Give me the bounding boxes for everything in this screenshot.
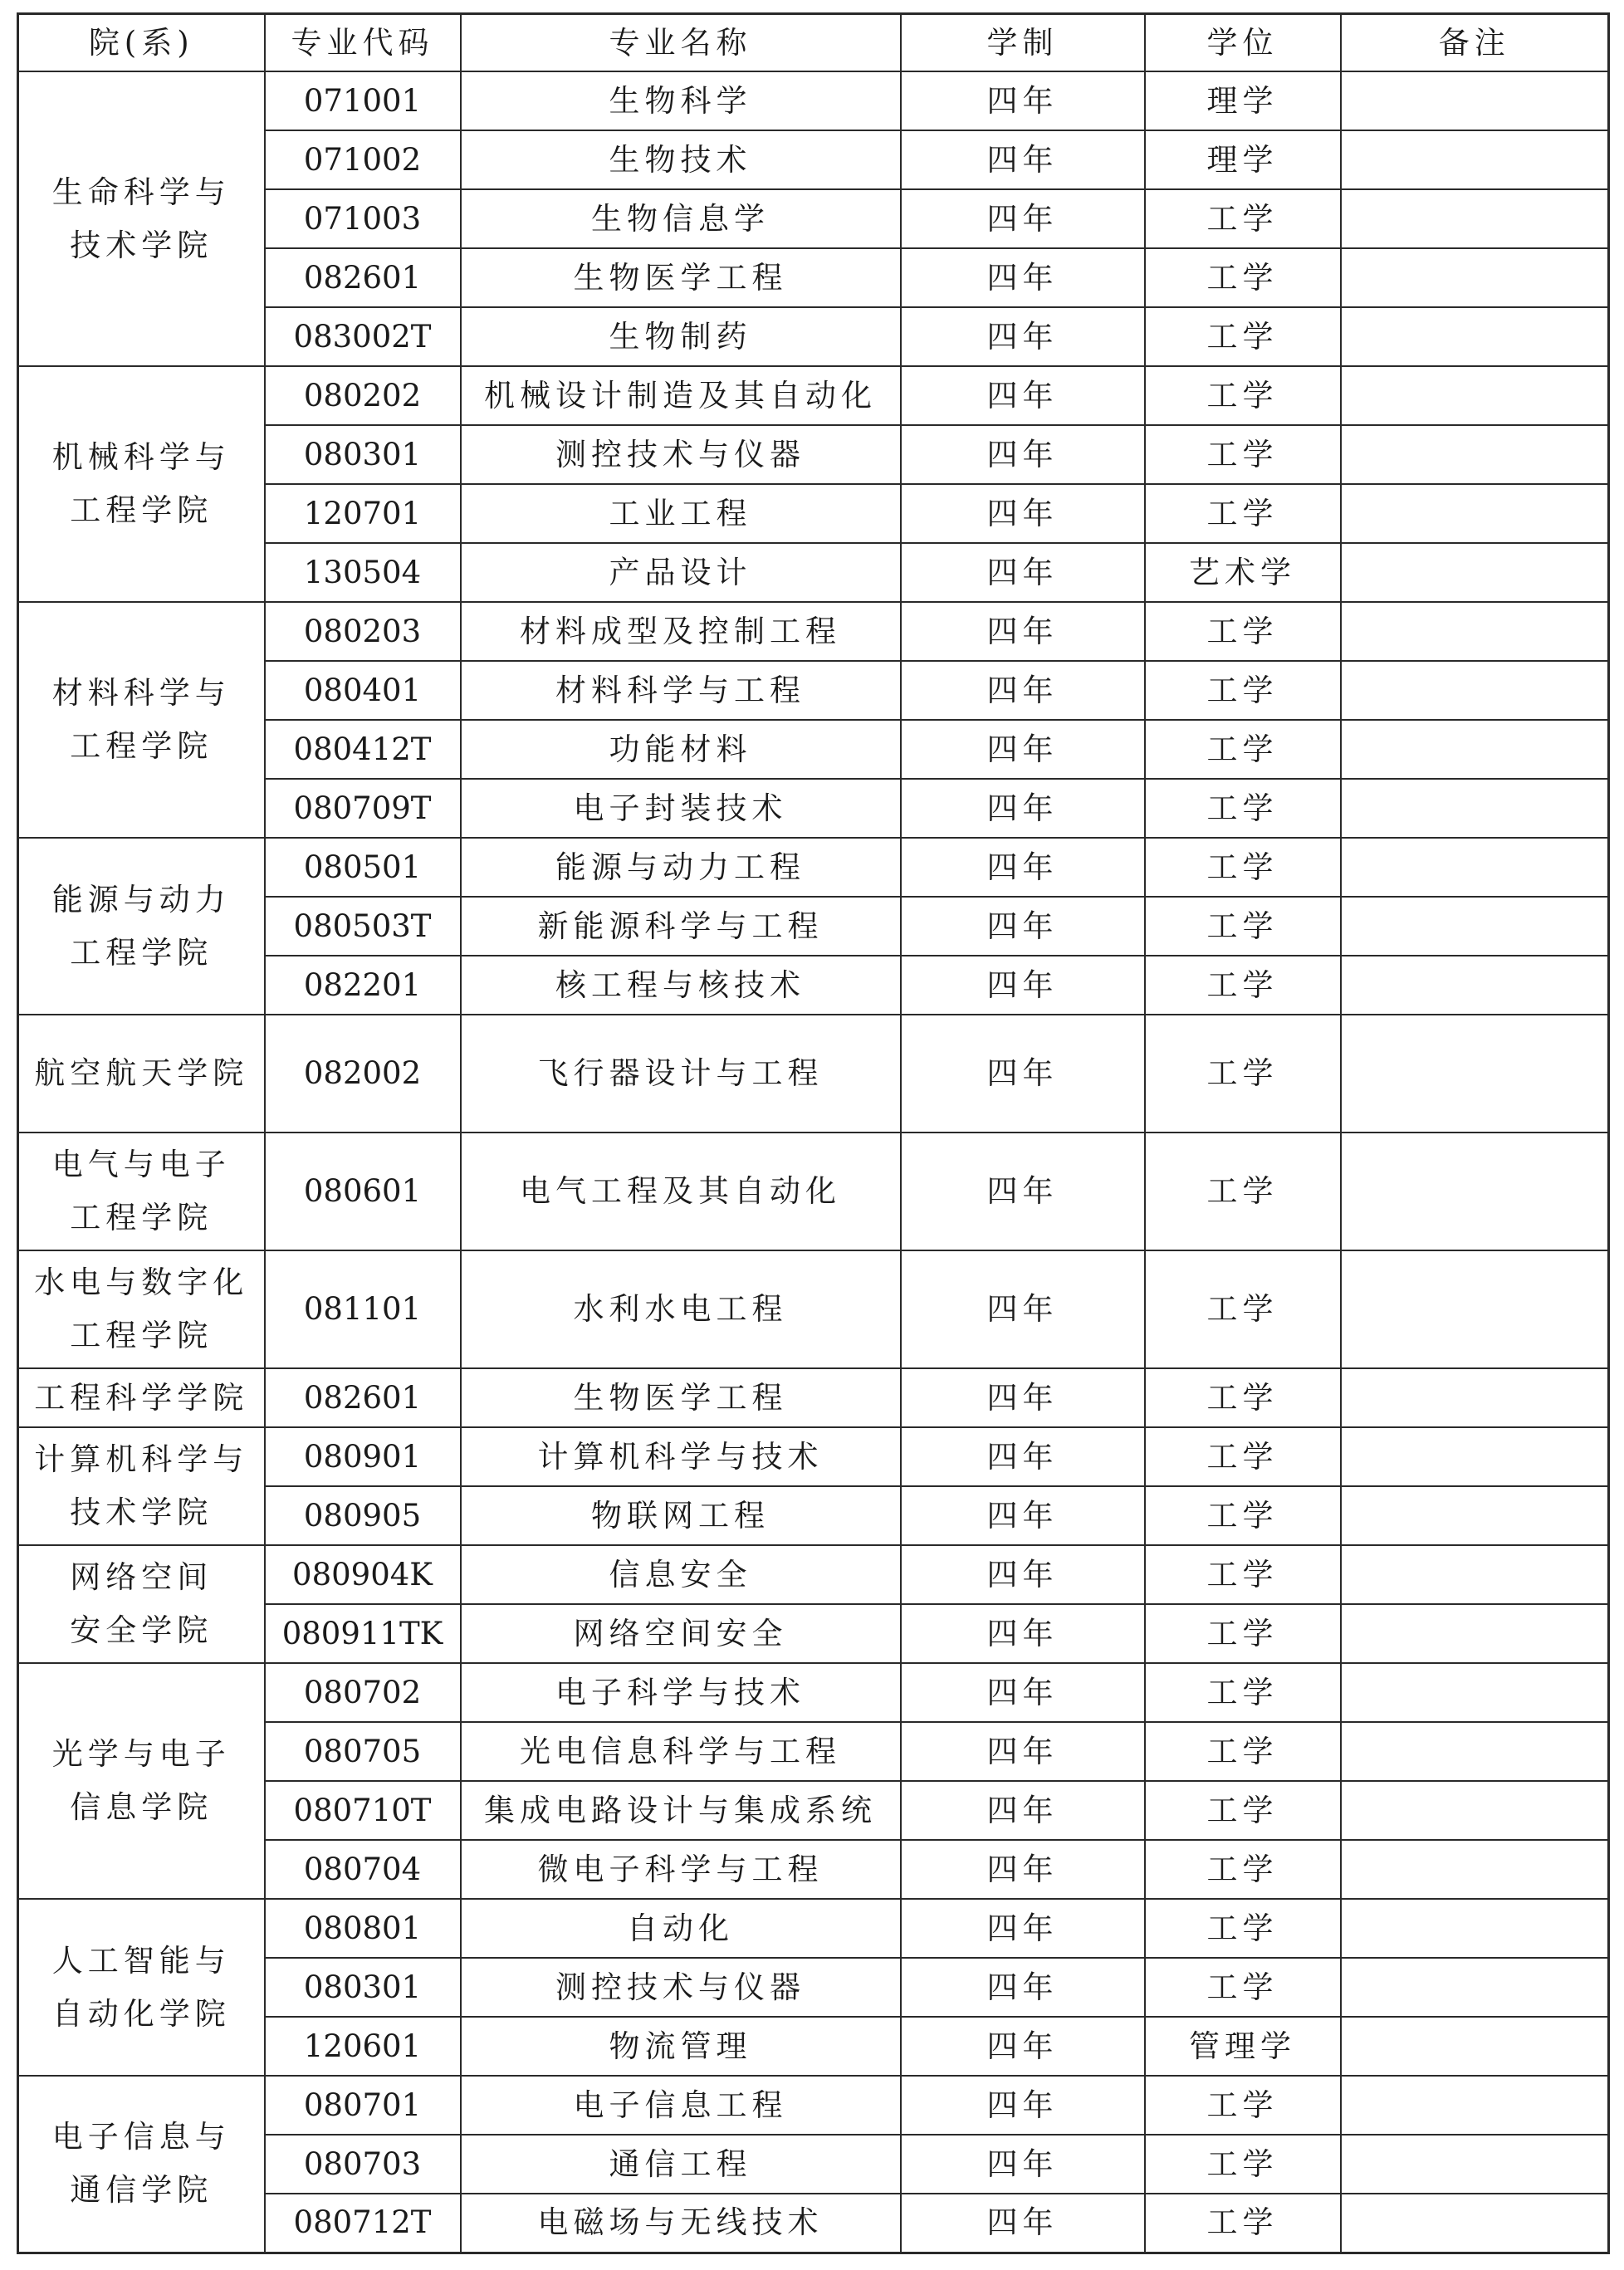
major-code-cell: 080904K (265, 1545, 461, 1604)
duration-cell: 四年 (901, 1368, 1145, 1427)
table-body (18, 71, 1609, 2253)
department-cell (18, 1133, 265, 1250)
remarks-cell (1341, 543, 1609, 602)
degree-cell: 工学 (1145, 1604, 1341, 1663)
header-major-name: 专业名称 (461, 14, 901, 72)
degree-cell: 工学 (1145, 1781, 1341, 1840)
header-duration: 学制 (901, 14, 1145, 72)
remarks-cell (1341, 661, 1609, 720)
degree-cell: 工学 (1145, 189, 1341, 248)
department-name-line: 工程学院 (70, 1318, 213, 1353)
degree-cell: 工学 (1145, 484, 1341, 543)
department-name-line: 水电与数字化 (34, 1265, 249, 1300)
degree-cell: 工学 (1145, 1663, 1341, 1722)
table-row (18, 602, 1609, 661)
duration-cell: 四年 (901, 1722, 1145, 1781)
degree-cell: 工学 (1145, 720, 1341, 779)
major-name-cell: 电子科学与技术 (461, 1663, 901, 1722)
major-code-cell: 080901 (265, 1427, 461, 1486)
major-code-cell: 080203 (265, 602, 461, 661)
degree-cell: 工学 (1145, 1368, 1341, 1427)
major-name-cell: 微电子科学与工程 (461, 1840, 901, 1899)
degree-cell: 工学 (1145, 248, 1341, 307)
degree-cell: 工学 (1145, 307, 1341, 366)
major-name-cell: 新能源科学与工程 (461, 897, 901, 956)
remarks-cell (1341, 1958, 1609, 2017)
table-row (18, 1663, 1609, 1722)
degree-cell: 工学 (1145, 1958, 1341, 2017)
remarks-cell (1341, 1781, 1609, 1840)
duration-cell: 四年 (901, 130, 1145, 189)
department-name-line: 安全学院 (70, 1612, 213, 1648)
degree-cell: 工学 (1145, 1250, 1341, 1368)
degree-cell: 工学 (1145, 838, 1341, 897)
table-row (18, 1899, 1609, 1958)
department-name-line: 工程学院 (70, 1200, 213, 1235)
table-row (18, 71, 1609, 130)
duration-cell: 四年 (901, 1486, 1145, 1545)
degree-cell: 工学 (1145, 2135, 1341, 2194)
department-name-line: 网络空间 (70, 1559, 213, 1595)
remarks-cell (1341, 1840, 1609, 1899)
duration-cell: 四年 (901, 484, 1145, 543)
major-code-cell: 082601 (265, 248, 461, 307)
major-name-cell: 核工程与核技术 (461, 956, 901, 1015)
header-major-code: 专业代码 (265, 14, 461, 72)
department-cell (18, 838, 265, 1015)
major-name-cell: 网络空间安全 (461, 1604, 901, 1663)
remarks-cell (1341, 1545, 1609, 1604)
degree-cell: 理学 (1145, 71, 1341, 130)
major-code-cell: 080710T (265, 1781, 461, 1840)
department-cell (18, 1015, 265, 1133)
degree-cell: 工学 (1145, 1486, 1341, 1545)
remarks-cell (1341, 1250, 1609, 1368)
major-name-cell: 生物医学工程 (461, 248, 901, 307)
degree-cell: 理学 (1145, 130, 1341, 189)
remarks-cell (1341, 1015, 1609, 1133)
major-name-cell: 信息安全 (461, 1545, 901, 1604)
duration-cell: 四年 (901, 956, 1145, 1015)
major-name-cell: 生物科学 (461, 71, 901, 130)
duration-cell: 四年 (901, 2194, 1145, 2253)
remarks-cell (1341, 189, 1609, 248)
department-cell (18, 1545, 265, 1663)
department-name-line: 电气与电子 (51, 1147, 231, 1182)
table-row (18, 838, 1609, 897)
duration-cell: 四年 (901, 1427, 1145, 1486)
duration-cell: 四年 (901, 779, 1145, 838)
major-code-cell: 081101 (265, 1250, 461, 1368)
major-name-cell: 测控技术与仪器 (461, 1958, 901, 2017)
major-code-cell: 080704 (265, 1840, 461, 1899)
degree-cell: 工学 (1145, 1133, 1341, 1250)
major-code-cell: 080911TK (265, 1604, 461, 1663)
major-name-cell: 自动化 (461, 1899, 901, 1958)
department-name-line: 材料科学与 (51, 675, 231, 711)
department-name-line: 自动化学院 (51, 1995, 231, 2032)
degree-cell: 工学 (1145, 779, 1341, 838)
degree-cell: 工学 (1145, 1722, 1341, 1781)
table-row (18, 1368, 1609, 1427)
duration-cell: 四年 (901, 1663, 1145, 1722)
remarks-cell (1341, 248, 1609, 307)
duration-cell: 四年 (901, 1840, 1145, 1899)
department-name-line: 生命科学与 (51, 174, 231, 210)
major-code-cell: 080905 (265, 1486, 461, 1545)
remarks-cell (1341, 2194, 1609, 2253)
major-code-cell: 071003 (265, 189, 461, 248)
table-row (18, 1427, 1609, 1486)
degree-cell: 管理学 (1145, 2017, 1341, 2076)
degree-cell: 工学 (1145, 1015, 1341, 1133)
remarks-cell (1341, 1722, 1609, 1781)
table-row (18, 1015, 1609, 1133)
major-name-cell: 生物技术 (461, 130, 901, 189)
degree-cell: 工学 (1145, 2076, 1341, 2135)
duration-cell: 四年 (901, 1015, 1145, 1133)
major-code-cell: 080301 (265, 1958, 461, 2017)
department-name-line: 技术学院 (70, 1495, 213, 1530)
major-name-cell: 材料成型及控制工程 (461, 602, 901, 661)
remarks-cell (1341, 2135, 1609, 2194)
duration-cell: 四年 (901, 366, 1145, 425)
table-row (18, 1133, 1609, 1250)
duration-cell: 四年 (901, 307, 1145, 366)
department-name-line: 计算机科学与 (34, 1441, 249, 1477)
major-name-cell: 能源与动力工程 (461, 838, 901, 897)
remarks-cell (1341, 2076, 1609, 2135)
department-name-line: 工程学院 (70, 934, 213, 971)
major-code-cell: 082201 (265, 956, 461, 1015)
duration-cell: 四年 (901, 602, 1145, 661)
department-name-line: 技术学院 (70, 227, 213, 263)
major-code-cell: 080401 (265, 661, 461, 720)
major-code-cell: 071002 (265, 130, 461, 189)
remarks-cell (1341, 1486, 1609, 1545)
major-code-cell: 082002 (265, 1015, 461, 1133)
header-department: 院(系) (18, 14, 265, 72)
duration-cell: 四年 (901, 1545, 1145, 1604)
department-name-line: 信息学院 (70, 1789, 213, 1825)
degree-cell: 工学 (1145, 956, 1341, 1015)
duration-cell: 四年 (901, 189, 1145, 248)
remarks-cell (1341, 1427, 1609, 1486)
major-name-cell: 功能材料 (461, 720, 901, 779)
duration-cell: 四年 (901, 1958, 1145, 2017)
major-name-cell: 生物制药 (461, 307, 901, 366)
department-name-line: 机械科学与 (51, 439, 231, 475)
duration-cell: 四年 (901, 1899, 1145, 1958)
duration-cell: 四年 (901, 897, 1145, 956)
major-code-cell: 130504 (265, 543, 461, 602)
department-name-line: 航空航天学院 (34, 1055, 249, 1091)
major-code-cell: 120601 (265, 2017, 461, 2076)
remarks-cell (1341, 130, 1609, 189)
remarks-cell (1341, 1899, 1609, 1958)
major-code-cell: 080601 (265, 1133, 461, 1250)
duration-cell: 四年 (901, 1133, 1145, 1250)
degree-cell: 艺术学 (1145, 543, 1341, 602)
header-degree: 学位 (1145, 14, 1341, 72)
degree-cell: 工学 (1145, 2194, 1341, 2253)
department-cell (18, 1663, 265, 1899)
major-name-cell: 水利水电工程 (461, 1250, 901, 1368)
remarks-cell (1341, 720, 1609, 779)
department-name-line: 电子信息与 (51, 2119, 231, 2155)
remarks-cell (1341, 1604, 1609, 1663)
major-name-cell: 物联网工程 (461, 1486, 901, 1545)
remarks-cell (1341, 897, 1609, 956)
major-name-cell: 产品设计 (461, 543, 901, 602)
major-name-cell: 计算机科学与技术 (461, 1427, 901, 1486)
remarks-cell (1341, 71, 1609, 130)
major-name-cell: 光电信息科学与工程 (461, 1722, 901, 1781)
major-name-cell: 飞行器设计与工程 (461, 1015, 901, 1133)
duration-cell: 四年 (901, 1781, 1145, 1840)
degree-cell: 工学 (1145, 1427, 1341, 1486)
remarks-cell (1341, 779, 1609, 838)
department-name-line: 人工智能与 (51, 1942, 231, 1979)
remarks-cell (1341, 366, 1609, 425)
major-name-cell: 电磁场与无线技术 (461, 2194, 901, 2253)
department-name-line: 能源与动力 (51, 881, 231, 917)
duration-cell: 四年 (901, 661, 1145, 720)
major-code-cell: 080501 (265, 838, 461, 897)
department-name-line: 工程科学学院 (34, 1379, 249, 1416)
department-name-line: 工程学院 (70, 728, 213, 764)
major-code-cell: 080301 (265, 425, 461, 484)
table-row (18, 1545, 1609, 1604)
remarks-cell (1341, 1663, 1609, 1722)
degree-cell: 工学 (1145, 366, 1341, 425)
table-row (18, 1250, 1609, 1368)
remarks-cell (1341, 484, 1609, 543)
remarks-cell (1341, 1133, 1609, 1250)
major-name-cell: 电子信息工程 (461, 2076, 901, 2135)
department-cell (18, 71, 265, 366)
major-code-cell: 071001 (265, 71, 461, 130)
duration-cell: 四年 (901, 2017, 1145, 2076)
major-name-cell: 生物医学工程 (461, 1368, 901, 1427)
major-name-cell: 电气工程及其自动化 (461, 1133, 901, 1250)
major-name-cell: 物流管理 (461, 2017, 901, 2076)
major-code-cell: 082601 (265, 1368, 461, 1427)
duration-cell: 四年 (901, 1604, 1145, 1663)
remarks-cell (1341, 602, 1609, 661)
major-code-cell: 080703 (265, 2135, 461, 2194)
major-code-cell: 080412T (265, 720, 461, 779)
major-code-cell: 080202 (265, 366, 461, 425)
degree-cell: 工学 (1145, 1840, 1341, 1899)
department-cell (18, 1899, 265, 2076)
major-name-cell: 通信工程 (461, 2135, 901, 2194)
duration-cell: 四年 (901, 838, 1145, 897)
duration-cell: 四年 (901, 720, 1145, 779)
department-cell (18, 2076, 265, 2253)
remarks-cell (1341, 956, 1609, 1015)
major-code-cell: 080705 (265, 1722, 461, 1781)
department-cell (18, 366, 265, 602)
department-cell (18, 1250, 265, 1368)
degree-cell: 工学 (1145, 661, 1341, 720)
table-row (18, 2076, 1609, 2135)
major-code-cell: 080503T (265, 897, 461, 956)
duration-cell: 四年 (901, 425, 1145, 484)
duration-cell: 四年 (901, 543, 1145, 602)
major-code-cell: 080709T (265, 779, 461, 838)
major-name-cell: 电子封装技术 (461, 779, 901, 838)
department-cell (18, 1427, 265, 1545)
remarks-cell (1341, 1368, 1609, 1427)
major-name-cell: 机械设计制造及其自动化 (461, 366, 901, 425)
department-name-line: 工程学院 (70, 492, 213, 528)
department-name-line: 光学与电子 (51, 1736, 231, 1772)
major-code-cell: 080701 (265, 2076, 461, 2135)
major-code-cell: 083002T (265, 307, 461, 366)
major-name-cell: 生物信息学 (461, 189, 901, 248)
major-code-cell: 120701 (265, 484, 461, 543)
table-row (18, 366, 1609, 425)
remarks-cell (1341, 2017, 1609, 2076)
major-code-cell: 080801 (265, 1899, 461, 1958)
department-cell (18, 602, 265, 838)
degree-cell: 工学 (1145, 897, 1341, 956)
header-remarks: 备注 (1341, 14, 1609, 72)
major-name-cell: 工业工程 (461, 484, 901, 543)
major-code-cell: 080702 (265, 1663, 461, 1722)
majors-table (17, 12, 1610, 2254)
degree-cell: 工学 (1145, 1545, 1341, 1604)
duration-cell: 四年 (901, 248, 1145, 307)
degree-cell: 工学 (1145, 1899, 1341, 1958)
duration-cell: 四年 (901, 71, 1145, 130)
header-row (18, 14, 1609, 72)
remarks-cell (1341, 838, 1609, 897)
remarks-cell (1341, 307, 1609, 366)
remarks-cell (1341, 425, 1609, 484)
degree-cell: 工学 (1145, 602, 1341, 661)
duration-cell: 四年 (901, 2076, 1145, 2135)
department-name-line: 通信学院 (70, 2172, 213, 2209)
major-code-cell: 080712T (265, 2194, 461, 2253)
degree-cell: 工学 (1145, 425, 1341, 484)
department-cell (18, 1368, 265, 1427)
major-name-cell: 测控技术与仪器 (461, 425, 901, 484)
major-name-cell: 集成电路设计与集成系统 (461, 1781, 901, 1840)
duration-cell: 四年 (901, 1250, 1145, 1368)
duration-cell: 四年 (901, 2135, 1145, 2194)
major-name-cell: 材料科学与工程 (461, 661, 901, 720)
